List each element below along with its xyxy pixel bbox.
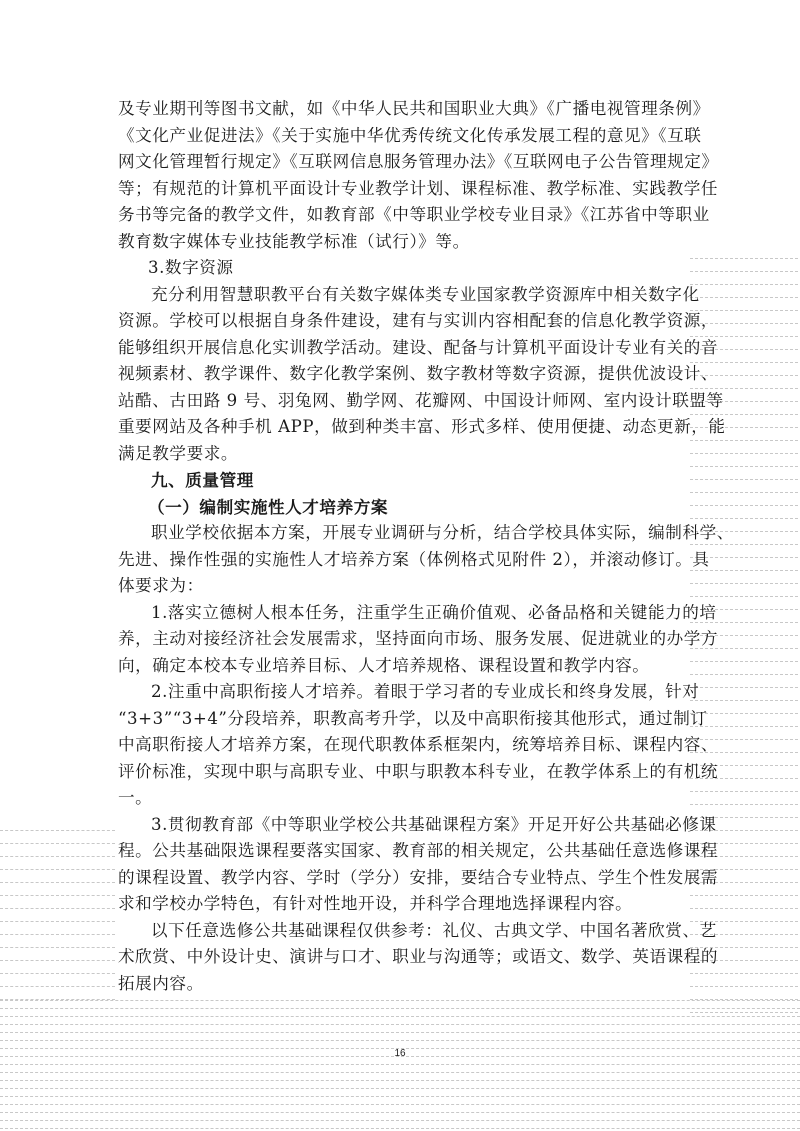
scan-dash-line — [0, 1008, 800, 1009]
scan-dash-line — [690, 804, 798, 805]
paragraph-references — [118, 96, 719, 255]
text-line: 评价标准，实现中职与高职专业、中职与职教本科专业，在教学体系上的有机统 — [118, 761, 719, 781]
scan-dash-line — [0, 1128, 800, 1129]
scan-dash-line — [0, 1080, 800, 1081]
scan-dash-line — [690, 973, 798, 974]
scan-dash-line — [690, 986, 798, 987]
scan-dash-line — [0, 1024, 800, 1025]
scan-dash-line — [0, 921, 115, 922]
scan-dash-line — [0, 999, 115, 1000]
scan-dash-line — [690, 440, 798, 441]
paragraph-item-2 — [118, 679, 719, 812]
scan-dash-line — [690, 570, 798, 571]
text-line: 一。 — [118, 788, 153, 807]
scan-dash-line — [0, 830, 115, 831]
scan-dash-line — [690, 661, 798, 662]
text-line: 网文化管理暂行规定》《互联网信息服务管理办法》《互联网电子公告管理规定》 — [118, 152, 719, 171]
text-line: 以下任意选修公共基础课程仅供参考：礼仪、古典文学、中国名著欣赏、艺 — [151, 920, 717, 940]
scan-dash-line — [690, 999, 798, 1000]
text-line: “3+3”“3+4”分段培养，职教高考升学，以及中高职衔接其他形式，通过制订 — [118, 708, 708, 728]
text-line: 站酷、古田路 9 号、羽兔网、勤学网、花瓣网、中国设计师网、室内设计联盟等 — [118, 390, 724, 410]
scan-dash-line — [0, 960, 115, 961]
text-line: 程。公共基础限选课程要落实国家、教育部的相关规定，公共基础任意选修课程 — [118, 841, 719, 860]
scan-dash-line — [690, 518, 798, 519]
scan-dash-line — [0, 882, 115, 883]
scan-dash-line — [690, 648, 798, 649]
scan-dash-line — [0, 856, 115, 857]
text-line: 养，主动对接经济社会发展需求，坚持面向市场、服务发展、促进就业的办学方 — [118, 629, 719, 648]
scan-dash-line — [0, 843, 115, 844]
text-line: 及专业期刊等图书文献，如《中华人民共和国职业大典》《广播电视管理条例》 — [118, 99, 710, 118]
page-number: 16 — [394, 1048, 406, 1059]
scan-dash-line — [690, 297, 798, 298]
scan-dash-line — [0, 895, 115, 896]
scan-dash-line — [0, 1104, 800, 1105]
paragraph-elective-courses — [118, 918, 719, 998]
scan-dash-line — [0, 934, 115, 935]
text-line: 中高职衔接人才培养方案，在现代职教体系框架内，统筹培养目标、课程内容、 — [118, 735, 719, 754]
scan-dash-line — [690, 908, 798, 909]
scan-dash-line — [0, 1112, 800, 1113]
scan-dash-line — [0, 986, 115, 987]
scan-dash-line — [0, 908, 115, 909]
paragraph-item-1 — [118, 600, 719, 680]
scan-dash-line — [690, 258, 798, 259]
scan-dash-line — [0, 947, 115, 948]
scan-dash-line — [0, 1096, 800, 1097]
text-line: 满足教学要求。 — [118, 443, 239, 463]
scan-dash-line — [0, 1040, 800, 1041]
section-heading-quality-management — [118, 467, 684, 494]
text-line: 3.数字资源 — [148, 258, 234, 277]
scan-dash-line — [0, 973, 115, 974]
scan-dash-line — [690, 687, 798, 688]
scan-dash-line — [690, 414, 798, 415]
scan-dash-line — [690, 336, 798, 337]
scan-dash-line — [0, 1120, 800, 1121]
text-line: 职业学校依据本方案，开展专业调研与分析，结合学校具体实际，编制科学、 — [151, 523, 734, 542]
scan-dash-line — [690, 479, 798, 480]
text-line: （一）编制实施性人才培养方案 — [148, 496, 389, 517]
scan-dash-line — [690, 453, 798, 454]
scan-dash-line — [0, 1064, 800, 1065]
scan-dash-line — [690, 284, 798, 285]
text-line: 资源。学校可以根据自身条件建设，建有与实训内容相配套的信息化教学资源， — [118, 311, 719, 330]
text-line: 拓展内容。 — [118, 973, 204, 993]
scan-dash-line — [690, 362, 798, 363]
scan-dash-line — [690, 1012, 798, 1013]
text-line: 体要求为： — [118, 576, 204, 595]
scan-dash-line — [690, 791, 798, 792]
scan-dash-line — [0, 1072, 800, 1073]
text-line: 术欣赏、中外设计史、演讲与口才、职业与沟通等；或语文、数学、英语课程的 — [118, 947, 719, 966]
scan-dash-line — [0, 1088, 800, 1089]
text-line: 先进、操作性强的实施性人才培养方案（体例格式见附件 2），并滚动修订。具 — [118, 549, 710, 569]
scan-dash-line — [0, 1000, 800, 1001]
page-content — [118, 96, 734, 997]
text-line: 教育数字媒体专业技能教学标准（试行）》等。 — [118, 231, 470, 251]
scan-dash-line — [690, 583, 798, 584]
text-line: 1.落实立德树人根本任务，注重学生正确价值观、必备品格和关键能力的培 — [151, 602, 717, 622]
text-line: 务书等完备的教学文件，如教育部《中等职业学校专业目录》《江苏省中等职业 — [118, 205, 710, 224]
subheading-digital-resources — [118, 255, 684, 282]
scan-dash-line — [0, 1016, 800, 1017]
scan-dash-line — [690, 492, 798, 493]
text-line: 3.贯彻教育部《中等职业学校公共基础课程方案》开足开好公共基础必修课 — [151, 814, 717, 834]
text-line: 九、质量管理 — [151, 470, 254, 490]
text-line: 等；有规范的计算机平面设计专业教学计划、课程标准、教学标准、实践教学任 — [118, 178, 719, 198]
scan-dash-line — [690, 700, 798, 701]
text-line: 重要网站及各种手机 APP，做到种类丰富、形式多样、使用便捷、动态更新，能 — [118, 417, 726, 436]
scan-dash-line — [690, 388, 798, 389]
subsection-heading-training-plan — [118, 494, 684, 521]
text-line: 《文化产业促进法》《关于实施中华优秀传统文化传承发展工程的意见》《互联 — [118, 125, 702, 145]
scan-dash-line — [0, 869, 115, 870]
text-line: 视频素材、教学课件、数字化教学案例、数字教材等数字资源，提供优波设计、 — [118, 364, 719, 383]
paragraph-digital-resources — [118, 282, 726, 468]
scan-dash-line — [690, 596, 798, 597]
scan-dash-line — [690, 466, 798, 467]
text-line: 求和学校办学特色，有针对性地开设，并科学合理地选择课程内容。 — [118, 894, 633, 913]
scan-dash-line — [0, 1032, 800, 1033]
text-line: 2.注重中高职衔接人才培养。着眼于学习者的专业成长和终身发展，针对 — [151, 682, 700, 701]
scan-dash-line — [690, 505, 798, 506]
scan-dash-line — [690, 271, 798, 272]
text-line: 充分利用智慧职教平台有关数字媒体类专业国家教学资源库中相关数字化 — [151, 284, 700, 304]
scan-dash-line — [690, 895, 798, 896]
paragraph-training-plan-intro — [118, 520, 734, 600]
scan-dash-line — [690, 674, 798, 675]
text-line: 向，确定本校本专业培养目标、人才培养规格、课程设置和教学内容。 — [118, 655, 650, 675]
paragraph-item-3 — [118, 812, 719, 918]
text-line: 能够组织开展信息化实训教学活动。建设、配备与计算机平面设计专业有关的音 — [118, 337, 719, 357]
text-line: 的课程设置、教学内容、学时（学分）安排，要结合专业特点、学生个性发展需 — [118, 867, 719, 887]
